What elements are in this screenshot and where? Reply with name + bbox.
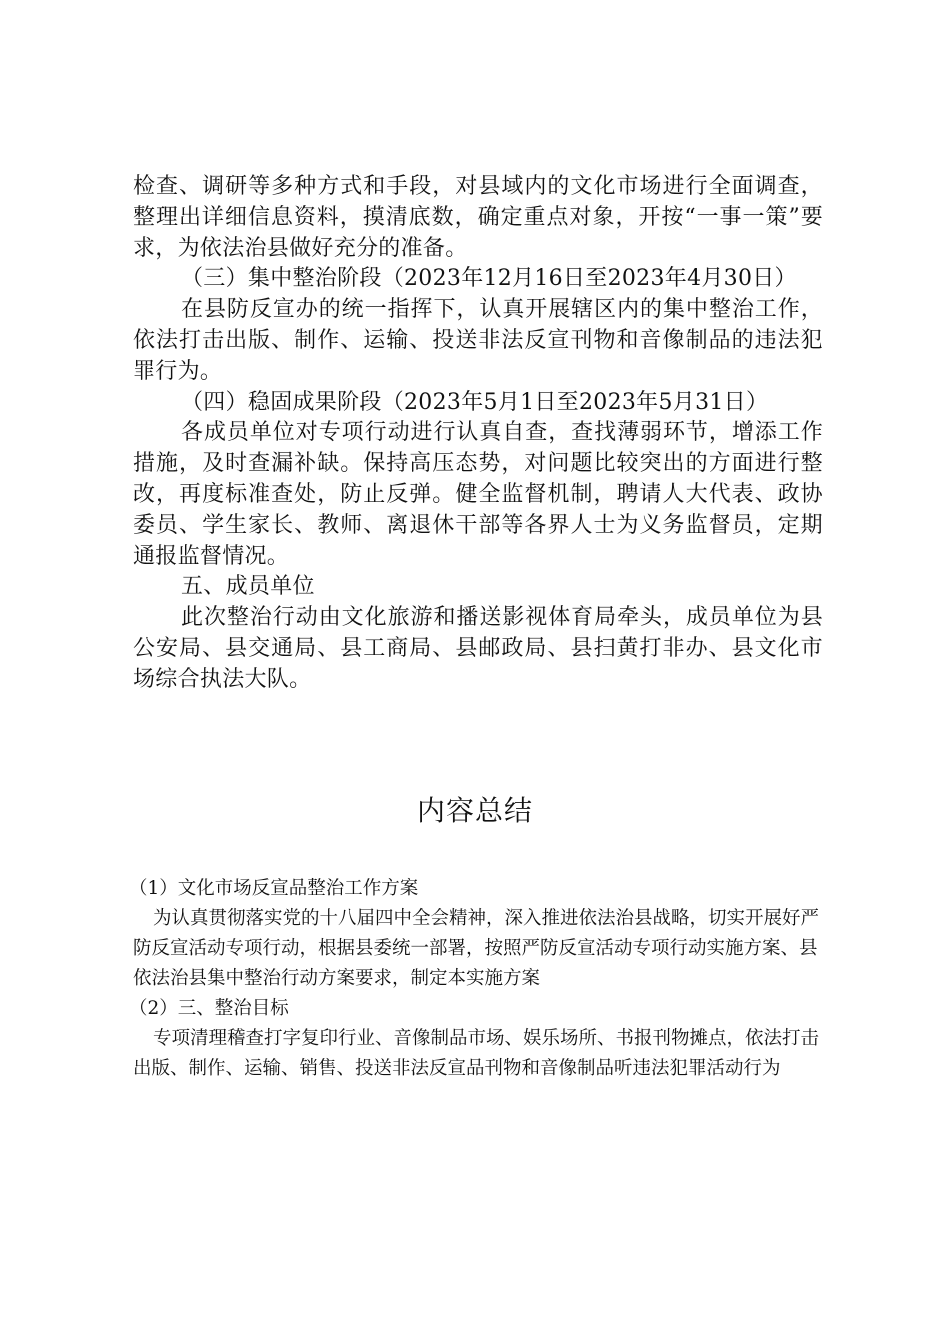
paragraph-investigation: 检查、调研等多种方式和手段，对县域内的文化市场进行全面调查，整理出详细信息资料，摸清底数，确定重点对象，开按“一事一策”要求，为依法治县做好充分的准备。 xyxy=(133,174,823,261)
body-text xyxy=(133,172,823,696)
summary-item-1-text: 为认真贯彻落实党的十八届四中全会精神，深入推进依法治县战略，切实开展好严防反宣活动专项行动，根据县委统一部署，按照严防反宣活动专项行动实施方案、县依法治县集中整治行动方案要求，制定本实施方案 xyxy=(133,908,820,989)
heading-member-units: 五、成员单位 xyxy=(181,574,315,600)
summary-item-2-heading: （2）三、整治目标 xyxy=(129,998,289,1019)
paragraph-member-units: 此次整治行动由文化旅游和播送影视体育局牵头，成员单位为县公安局、县交通局、县工商局、县邮政局、县扫黄打非办、县文化市场综合执法大队。 xyxy=(133,605,823,692)
summary-item-2-text: 专项清理稽查打字复印行业、音像制品市场、娱乐场所、书报刊物摊点，依法打击出版、制作、运输、销售、投送非法反宣品刊物和音像制品听违法犯罪活动行为 xyxy=(133,1028,820,1079)
paragraph-stage-four: 各成员单位对专项行动进行认真自查，查找薄弱环节，增添工作措施，及时查漏补缺。保持高压态势，对问题比较突出的方面进行整改，再度标准查处，防止反弹。健全监督机制，聘请人大代表、政协委员、学生家长、教师、离退休干部等各界人士为义务监督员，定期通报监督情况。 xyxy=(133,420,823,569)
paragraph-stage-three: 在县防反宣办的统一指挥下，认真开展辖区内的集中整治工作，依法打击出版、制作、运输、投送非法反宣刊物和音像制品的违法犯罪行为。 xyxy=(133,297,823,384)
summary-item-1-heading: （1）文化市场反宣品整治工作方案 xyxy=(129,878,419,899)
heading-stage-four: （四）稳固成果阶段（2023年5月1日至2023年5月31日） xyxy=(181,389,769,415)
summary-title: 内容总结 xyxy=(416,794,533,827)
heading-stage-three: （三）集中整治阶段（2023年12月16日至2023年4月30日） xyxy=(181,266,797,292)
summary-section xyxy=(129,874,823,1084)
